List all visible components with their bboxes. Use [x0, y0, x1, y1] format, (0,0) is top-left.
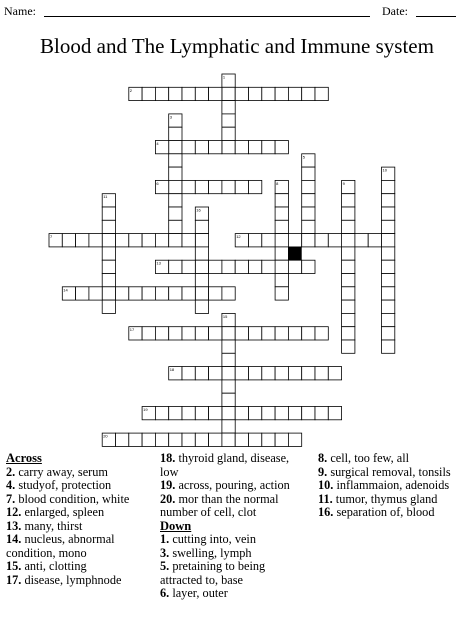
cell-number: 9	[342, 180, 345, 186]
grid-cell[interactable]	[195, 367, 208, 380]
grid-cell[interactable]	[315, 367, 328, 380]
grid-cell[interactable]	[102, 287, 115, 300]
down-heading: Down	[160, 518, 192, 533]
clue-down-1: 1. cutting into, vein	[160, 532, 256, 546]
grid-cell[interactable]	[222, 380, 235, 393]
cell-number: 14	[63, 287, 68, 293]
cell-number: 15	[222, 313, 228, 319]
grid-cell[interactable]	[235, 180, 248, 193]
grid-cell[interactable]	[288, 87, 301, 100]
grid-cell[interactable]	[209, 141, 222, 154]
grid-cell[interactable]	[382, 313, 395, 326]
grid-cell[interactable]	[182, 287, 195, 300]
cell-number: 20	[103, 433, 108, 439]
grid-cell[interactable]	[249, 407, 262, 420]
grid-cell[interactable]	[195, 407, 208, 420]
grid-cell[interactable]	[249, 234, 262, 247]
grid-cell[interactable]	[275, 367, 288, 380]
clue-down-9: 9. surgical removal, tonsils	[318, 464, 451, 479]
cell-number: 1	[222, 74, 226, 80]
clue-across-17: 17. disease, lymphnode	[6, 572, 122, 587]
grid-cell[interactable]	[222, 407, 235, 420]
grid-cell[interactable]	[182, 407, 195, 420]
grid-cell[interactable]	[382, 260, 395, 273]
grid-cell[interactable]	[288, 367, 301, 380]
grid-cell[interactable]	[382, 220, 395, 233]
grid-cell[interactable]	[262, 234, 275, 247]
clue-across-12: 12. enlarged, spleen	[6, 505, 105, 519]
clue-across-14: 14. nucleus, abnormal condition, mono	[6, 532, 115, 560]
cell-number: 16	[196, 207, 201, 213]
grid-cell[interactable]	[195, 220, 208, 233]
grid-cell[interactable]	[142, 87, 155, 100]
grid-cell[interactable]	[342, 300, 355, 313]
grid-cell[interactable]	[382, 274, 395, 287]
grid-cell[interactable]	[169, 127, 182, 140]
grid-cell[interactable]	[342, 274, 355, 287]
grid-cell[interactable]	[315, 327, 328, 340]
grid-cell[interactable]	[102, 300, 115, 313]
grid-cell[interactable]	[302, 167, 315, 180]
grid-cell[interactable]	[235, 327, 248, 340]
grid-cell[interactable]	[195, 234, 208, 247]
grid-cell[interactable]	[222, 287, 235, 300]
clue-down-8: 8. cell, too few, all	[318, 451, 410, 465]
grid-cell[interactable]	[169, 141, 182, 154]
clues-column-3	[318, 452, 470, 520]
grid-cell[interactable]	[182, 234, 195, 247]
clue-across-2: 2. carry away, serum	[6, 464, 108, 479]
clue-across-18: 18. thyroid gland, disease, low	[160, 451, 290, 479]
grid-cell[interactable]	[328, 367, 341, 380]
grid-cell[interactable]	[249, 327, 262, 340]
grid-cell[interactable]	[76, 234, 89, 247]
grid-cell[interactable]	[169, 234, 182, 247]
grid-cell[interactable]	[169, 407, 182, 420]
cell-number: 4	[156, 141, 159, 146]
grid-cell[interactable]	[302, 367, 315, 380]
grid-cell[interactable]	[89, 234, 102, 247]
grid-cell[interactable]	[302, 180, 315, 193]
grid-cell[interactable]	[382, 287, 395, 300]
grid-cell[interactable]	[155, 433, 168, 446]
grid-cell[interactable]	[182, 260, 195, 273]
grid-cell[interactable]	[382, 340, 395, 353]
grid-cell[interactable]	[142, 327, 155, 340]
grid-cell[interactable]	[195, 274, 208, 287]
cell-number: 11	[103, 194, 108, 200]
grid-cell[interactable]	[116, 287, 129, 300]
grid-cell[interactable]	[235, 367, 248, 380]
page-title: Blood and The Lymphatic and Immune system	[40, 34, 434, 58]
clue-across-20: 20. mor than the normal number of cell, clot	[160, 491, 279, 519]
cell-number: 8	[276, 180, 279, 186]
grid-cell[interactable]	[155, 234, 168, 247]
cell-number: 2	[129, 87, 133, 93]
grid-cell[interactable]	[262, 407, 275, 420]
grid-cell[interactable]	[302, 407, 315, 420]
grid-cell[interactable]	[275, 247, 288, 260]
cell-number: 10	[382, 167, 387, 173]
grid-cell[interactable]	[262, 367, 275, 380]
clue-down-16: 16. separation of, blood	[318, 505, 435, 519]
grid-cell[interactable]	[142, 287, 155, 300]
grid-cell[interactable]	[129, 234, 142, 247]
grid-cell[interactable]	[382, 207, 395, 220]
grid-cell[interactable]	[275, 87, 288, 100]
grid-cell[interactable]	[169, 260, 182, 273]
grid-cell[interactable]	[302, 327, 315, 340]
grid-cell[interactable]	[116, 234, 129, 247]
grid-cell[interactable]	[262, 87, 275, 100]
grid-cell[interactable]	[382, 180, 395, 193]
grid-cell[interactable]	[342, 287, 355, 300]
grid-cell[interactable]	[182, 367, 195, 380]
grid-cell[interactable]	[169, 154, 182, 167]
grid-cell[interactable]	[62, 234, 75, 247]
grid-cell[interactable]	[222, 420, 235, 433]
grid-cell[interactable]	[142, 433, 155, 446]
cell-number: 13	[156, 260, 161, 266]
cell-number: 3	[169, 114, 172, 120]
grid-cell[interactable]	[155, 87, 168, 100]
grid-cell[interactable]	[275, 287, 288, 300]
grid-cell[interactable]	[182, 433, 195, 446]
name-label: Name:	[4, 4, 36, 18]
grid-cell[interactable]	[169, 220, 182, 233]
cell-number: 5	[302, 154, 305, 160]
clue-down-11: 11. tumor, thymus gland	[318, 491, 438, 506]
grid-cell[interactable]	[249, 367, 262, 380]
grid-cell[interactable]	[222, 87, 235, 100]
grid-cell[interactable]	[129, 433, 142, 446]
grid-cell[interactable]	[302, 194, 315, 207]
grid-cell[interactable]	[76, 287, 89, 300]
grid-cell[interactable]	[249, 180, 262, 193]
grid-cell[interactable]	[235, 87, 248, 100]
grid-cell[interactable]	[182, 87, 195, 100]
grid-cell[interactable]	[195, 180, 208, 193]
grid-cell[interactable]	[195, 141, 208, 154]
grid-cell[interactable]	[222, 353, 235, 366]
grid-cell[interactable]	[222, 367, 235, 380]
grid-cell[interactable]	[195, 87, 208, 100]
grid-cell[interactable]	[342, 220, 355, 233]
grid-cell[interactable]	[275, 220, 288, 233]
grid-cell[interactable]	[209, 87, 222, 100]
grid-cell[interactable]	[275, 407, 288, 420]
grid-cell[interactable]	[302, 220, 315, 233]
grid-cell[interactable]	[169, 167, 182, 180]
grid-cell[interactable]	[275, 260, 288, 273]
clue-down-5: 5. pretaining to being attracted to, base	[160, 559, 266, 587]
grid-cell[interactable]	[275, 234, 288, 247]
grid-cell[interactable]	[102, 234, 115, 247]
grid-cell[interactable]	[195, 433, 208, 446]
grid-cell[interactable]	[382, 234, 395, 247]
grid-cell[interactable]	[315, 234, 328, 247]
cell-number: 17	[129, 327, 135, 333]
grid-cell[interactable]	[342, 234, 355, 247]
grid-cell[interactable]	[222, 340, 235, 353]
grid-cell[interactable]	[288, 327, 301, 340]
grid-cell[interactable]	[368, 234, 381, 247]
grid-cell[interactable]	[382, 247, 395, 260]
grid-cell[interactable]	[342, 340, 355, 353]
grid-cell[interactable]	[235, 260, 248, 273]
grid-cell[interactable]	[288, 234, 301, 247]
grid-cell[interactable]	[169, 327, 182, 340]
grid-cell[interactable]	[169, 180, 182, 193]
grid-cell[interactable]	[262, 327, 275, 340]
grid-cell[interactable]	[382, 300, 395, 313]
grid-cell[interactable]	[169, 433, 182, 446]
grid-cell[interactable]	[342, 260, 355, 273]
across-heading: Across	[6, 451, 42, 465]
clue-across-15: 15. anti, clotting	[6, 559, 87, 573]
grid-cell[interactable]	[209, 180, 222, 193]
grid-cell[interactable]	[275, 194, 288, 207]
clue-across-19: 19. across, pouring, action	[160, 478, 290, 492]
grid-cell[interactable]	[275, 327, 288, 340]
grid-cell[interactable]	[249, 87, 262, 100]
grid-cell[interactable]	[209, 287, 222, 300]
grid-cell[interactable]	[342, 313, 355, 326]
grid-cell[interactable]	[302, 207, 315, 220]
grid-cell[interactable]	[275, 274, 288, 287]
grid-cell[interactable]	[342, 327, 355, 340]
grid-cell[interactable]	[222, 114, 235, 127]
grid-cell[interactable]	[169, 287, 182, 300]
grid-cell[interactable]	[342, 207, 355, 220]
grid-cell[interactable]	[382, 327, 395, 340]
grid-cell[interactable]	[222, 141, 235, 154]
grid-cell[interactable]	[222, 260, 235, 273]
date-label: Date:	[382, 4, 408, 18]
grid-cell[interactable]	[116, 433, 129, 446]
grid-cell[interactable]	[315, 407, 328, 420]
grid-cell[interactable]	[102, 220, 115, 233]
grid-cell[interactable]	[129, 287, 142, 300]
grid-cell[interactable]	[169, 194, 182, 207]
grid-cell[interactable]	[249, 260, 262, 273]
grid-cell[interactable]	[288, 407, 301, 420]
grid-cell[interactable]	[262, 433, 275, 446]
grid-cell[interactable]	[275, 433, 288, 446]
black-square	[288, 247, 301, 260]
grid-cell[interactable]	[195, 260, 208, 273]
grid-cell[interactable]	[209, 407, 222, 420]
grid-cell[interactable]	[182, 180, 195, 193]
grid-cell[interactable]	[209, 260, 222, 273]
grid-cell[interactable]	[249, 433, 262, 446]
cell-number: 6	[156, 180, 159, 186]
grid-cell[interactable]	[222, 127, 235, 140]
grid-cell[interactable]	[262, 260, 275, 273]
grid-cell[interactable]	[102, 247, 115, 260]
cell-number: 12	[236, 234, 241, 240]
grid-cell[interactable]	[302, 260, 315, 273]
grid-cell[interactable]	[262, 141, 275, 154]
grid-cell[interactable]	[102, 260, 115, 273]
grid-cell[interactable]	[182, 141, 195, 154]
clues-column-1	[6, 452, 154, 587]
grid-cell[interactable]	[302, 234, 315, 247]
clue-down-6: 6. layer, outer	[160, 586, 228, 600]
grid-cell[interactable]	[288, 433, 301, 446]
grid-cell[interactable]	[195, 287, 208, 300]
grid-cell[interactable]	[235, 433, 248, 446]
clue-down-10: 10. inflammaion, adenoids	[318, 478, 450, 492]
grid-cell[interactable]	[102, 207, 115, 220]
grid-cell[interactable]	[275, 141, 288, 154]
grid-cell[interactable]	[142, 234, 155, 247]
clue-across-13: 13. many, thirst	[6, 518, 83, 533]
grid-cell[interactable]	[169, 87, 182, 100]
grid-cell[interactable]	[155, 407, 168, 420]
grid-cell[interactable]	[288, 260, 301, 273]
clue-across-7: 7. blood condition, white	[6, 491, 130, 506]
grid-cell[interactable]	[235, 407, 248, 420]
grid-cell[interactable]	[342, 194, 355, 207]
grid-cell[interactable]	[222, 433, 235, 446]
grid-cell[interactable]	[209, 433, 222, 446]
cell-number: 18	[169, 367, 175, 373]
grid-cell[interactable]	[182, 327, 195, 340]
grid-cell[interactable]	[209, 367, 222, 380]
grid-cell[interactable]	[328, 407, 341, 420]
clue-down-3: 3. swelling, lymph	[160, 545, 252, 560]
grid-cell[interactable]	[302, 87, 315, 100]
grid-cell[interactable]	[222, 101, 235, 114]
grid-cell[interactable]	[169, 207, 182, 220]
grid-cell[interactable]	[275, 207, 288, 220]
grid-cell[interactable]	[209, 327, 222, 340]
grid-cell[interactable]	[342, 247, 355, 260]
grid-cell[interactable]	[382, 194, 395, 207]
grid-cell[interactable]	[195, 300, 208, 313]
grid-cell[interactable]	[155, 327, 168, 340]
cell-number: 7	[50, 234, 53, 240]
grid-cell[interactable]	[89, 287, 102, 300]
grid-cell[interactable]	[102, 274, 115, 287]
grid-cell[interactable]	[315, 87, 328, 100]
grid-cell[interactable]	[195, 247, 208, 260]
grid-cell[interactable]	[195, 327, 208, 340]
clues-column-2	[160, 452, 310, 601]
grid-cell[interactable]	[222, 393, 235, 406]
grid-cell[interactable]	[235, 141, 248, 154]
clue-across-4: 4. studyof, protection	[6, 478, 112, 492]
grid-cell[interactable]	[222, 327, 235, 340]
grid-cell[interactable]	[355, 234, 368, 247]
grid-cell[interactable]	[155, 287, 168, 300]
cell-number: 19	[143, 407, 148, 412]
grid-cell[interactable]	[249, 141, 262, 154]
grid-cell[interactable]	[222, 180, 235, 193]
grid-cell[interactable]	[328, 234, 341, 247]
